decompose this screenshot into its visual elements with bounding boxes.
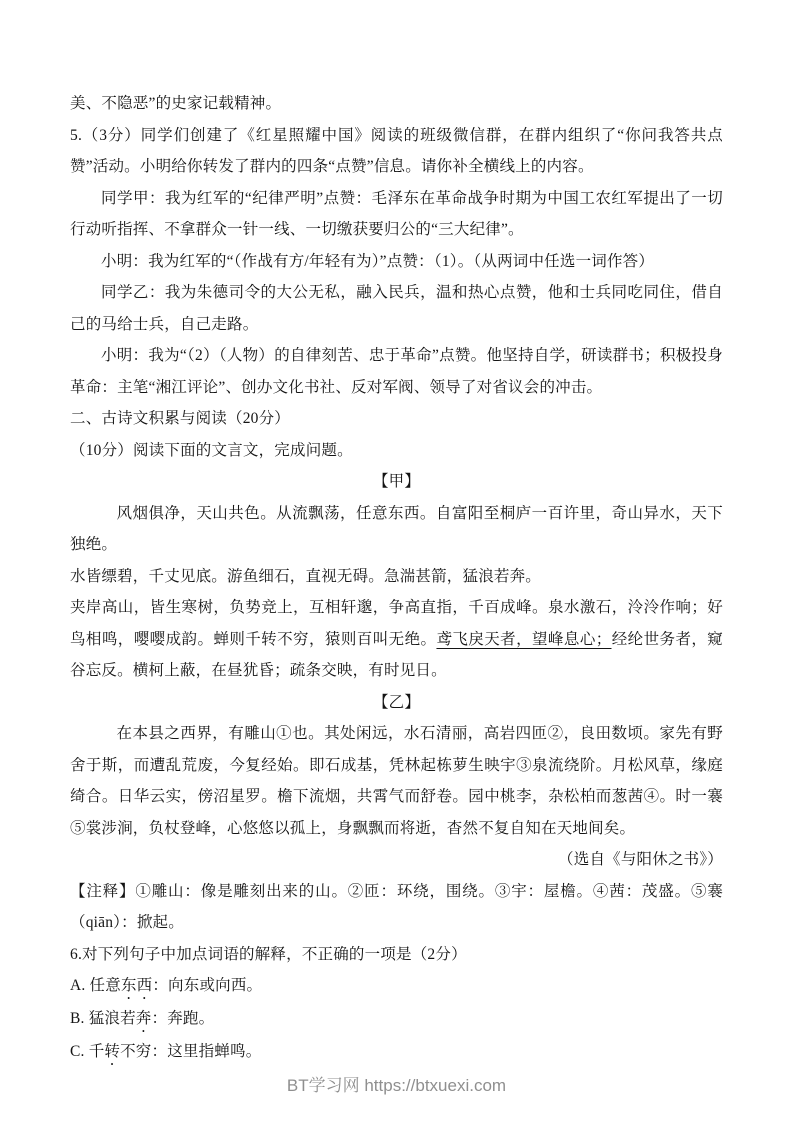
passage-jia-paragraph-2: 水皆缥碧，千丈见底。游鱼细石，直视无碍。急湍甚箭，猛浪若奔。	[70, 567, 542, 585]
passage-jia-p3-underlined-phrase: 鸢飞戾天者，望峰息心；	[436, 630, 612, 648]
q6-option-b-text: B. 猛浪若	[70, 1010, 136, 1027]
q5-dialog-xiaoming-1: 小明：我为红军的“（作战有方/年轻有为）”点赞：（1）。（从两词中任选一词作答）	[101, 252, 655, 270]
passage-jia-paragraph-3	[70, 592, 723, 687]
q5-dialog-classmate-b: 同学乙：我为朱德司令的大公无私，融入民兵，温和热心点赞，他和士兵同吃同住，借自己的马给士兵，自己走路。	[70, 284, 723, 333]
page-footer	[0, 1071, 793, 1096]
reading-instruction: （10分）阅读下面的文言文，完成问题。	[70, 441, 353, 459]
passage-source-attribution: （选自《与阳休之书》）	[558, 851, 723, 868]
passage-yi-paragraph-1: 在本县之西界，有雕山①也。其处闲远，水石清丽，高岩四匝②，良田数顷。家先有野舍于斯，而遭乱荒废，今复经始。即石成基，凭林起栋萝生映宇③泉流绕阶。月松风草，缘庭绮合。日华云实，傍沼星罗。檐下流烟，共霄气而舒卷。园中桃李，杂松柏而葱茜④。时一褰⑤裳涉涧，负杖登峰，心悠悠以孤上，身飘飘而将逝，杳然不复自知在天地间矣。	[70, 725, 723, 837]
q6-option-c-text: C. 千	[70, 1043, 105, 1060]
section-2-heading: 二、古诗文积累与阅读（20分）	[70, 410, 291, 427]
q6-option-a-dotted-word: 东西	[120, 977, 153, 994]
watermark-site-text: BT学习网 https://btxuexi.com	[286, 1076, 507, 1095]
passage-jia-label: 【甲】	[372, 473, 421, 490]
q6-option-b-dotted-word: 奔	[135, 1010, 152, 1027]
q6-option-a-explanation: ：向东或向西。	[152, 977, 263, 994]
passage-notes: 【注释】①雕山：像是雕刻出来的山。②匝：环绕，围绕。③宇：屋檐。④茜：茂盛。⑤褰（qiān）：掀起。	[70, 882, 723, 931]
q6-option-a-text: A. 任意	[70, 977, 121, 994]
q5-dialog-xiaoming-2: 小明：我为“（2）（人物）的自律刻苦、忠于革命”点赞。他坚持自学，研读群书；积极投身革命：主笔“湘江评论”、创办文化书社、反对军阀、领导了对省议会的冲击。	[70, 347, 723, 396]
q5-dialog-classmate-a: 同学甲：我为红军的“纪律严明”点赞：毛泽东在革命战争时期为中国工农红军提出了一切行动听指挥、不拿群众一针一线、一切缴获要归公的“三大纪律”。	[70, 189, 723, 238]
passage-yi-label: 【乙】	[372, 693, 421, 711]
passage-jia-p3-text: 夹岸高山，皆生寒树，负势竞上，互相轩邈，争高直指，千百成峰。泉水激石，泠泠作响；好鸟相鸣，嘤嘤成韵。蝉则千转不穷，猿则百叫无绝。	[70, 599, 723, 648]
q6-stem: 6.对下列句子中加点词语的解释，不正确的一项是（2分）	[70, 945, 467, 963]
q5-stem: 5.（3分）同学们创建了《红星照耀中国》阅读的班级微信群，在群内组织了“你问我答共点赞”活动。小明给你转发了群内的四条“点赞”信息。请你补全横线上的内容。	[70, 126, 723, 175]
q6-option-b	[70, 1003, 723, 1036]
q6-option-a	[70, 970, 723, 1003]
q6-option-c	[70, 1036, 723, 1069]
passage-jia-p3-text-end: 经纶世务者，窥谷忘反。横柯上蔽，在昼犹昏；疏条交映，有时见日。	[70, 630, 724, 679]
q6-option-c-explanation: 不穷：这里指蝉鸣。	[120, 1043, 262, 1060]
intro-text: 美、不隐恶”的史家记载精神。	[70, 95, 282, 112]
q6-option-b-explanation: ：奔跑。	[151, 1010, 215, 1027]
q6-option-c-dotted-word: 转	[104, 1043, 121, 1060]
passage-jia-paragraph-1: 风烟俱净，天山共色。从流飘荡，任意东西。自富阳至桐庐一百许里，奇山异水，天下独绝。	[70, 504, 723, 553]
